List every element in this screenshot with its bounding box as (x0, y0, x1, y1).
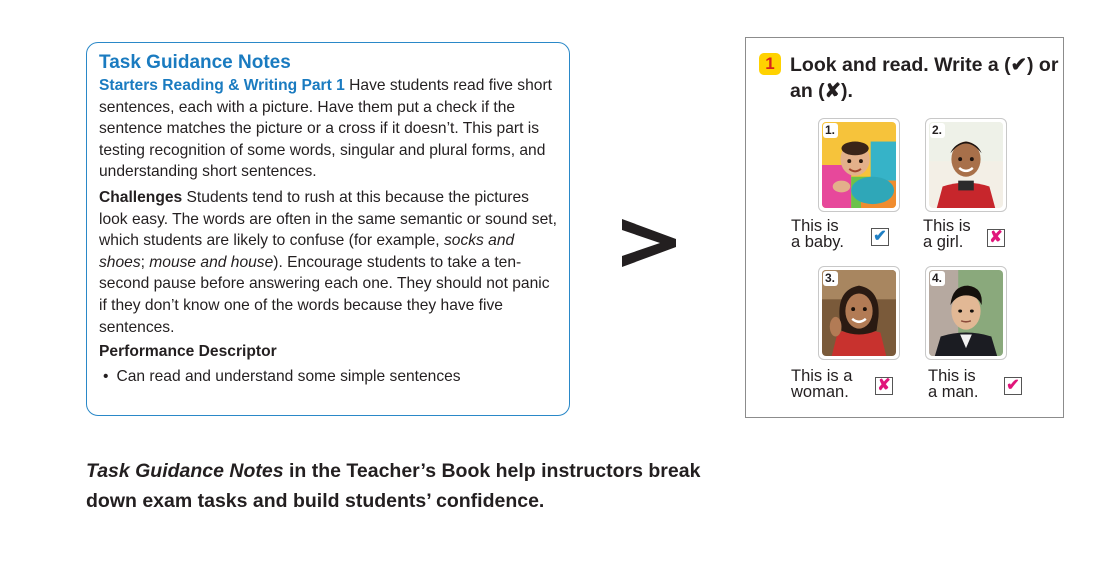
caption-line: This is (791, 217, 839, 235)
challenges-paragraph (99, 187, 557, 338)
picture-card-1 (818, 118, 900, 212)
exercise-number-badge: 1 (759, 53, 781, 75)
caption-line: a girl. (923, 233, 964, 251)
picture-card-3 (818, 266, 900, 360)
picture-card-4 (925, 266, 1007, 360)
caption-line: woman. (791, 383, 849, 401)
picture-card-2 (925, 118, 1007, 212)
caption-line: This is (923, 217, 971, 235)
challenges-text-1: Students tend to rush at this because the pictures look easy. The words are often in the same semantic or sound set, which students are likely to confuse (for example, (99, 188, 557, 250)
answer-mark: ✔ (1006, 377, 1020, 394)
challenges-label: Challenges (99, 188, 183, 206)
answer-box-1[interactable] (871, 228, 889, 246)
footer-caption (86, 456, 726, 516)
answer-mark: ✘ (989, 229, 1003, 246)
answer-box-3[interactable] (875, 377, 893, 395)
caption-line: This is (928, 367, 976, 385)
performance-bullet (99, 366, 557, 388)
picture-number: 3. (823, 271, 838, 286)
challenges-text-2: ). Encourage students to take a ten-second pause before answering each one. They should not panic if they don’t know one of the words because they have five sentences. (99, 253, 550, 336)
bullet-dot: • (103, 367, 109, 385)
footer-italic: Task Guidance Notes (86, 460, 284, 482)
part-text: Have students read five short sentences, each with a picture. Have them put a check if the sentence matches the picture or a cross if it doesn’t. This part is testing recognition of some words, singular and plural forms, and understanding short sentences. (99, 77, 552, 181)
answer-box-2[interactable] (987, 229, 1005, 247)
example-2: mouse and house (149, 253, 274, 271)
caption-line: a man. (928, 383, 979, 401)
performance-heading: Performance Descriptor (99, 343, 277, 361)
picture-number: 4. (930, 271, 945, 286)
caption-3 (791, 368, 871, 400)
caption-line: a baby. (791, 233, 844, 251)
answer-mark: ✔ (873, 228, 887, 245)
task-guidance-box (86, 42, 570, 416)
caption-line: This is a (791, 367, 853, 385)
caption-1 (791, 218, 871, 250)
footer-rest: in the Teacher’s Book help instructors break down exam tasks and build students’ confidence. (86, 460, 701, 512)
guide-title: Task Guidance Notes (99, 52, 291, 73)
part-paragraph (99, 75, 557, 183)
part-label: Starters Reading & Writing Part 1 (99, 77, 345, 94)
example-separator: ; (140, 253, 150, 271)
arrow-right-icon (620, 213, 678, 273)
exercise-panel (745, 37, 1064, 418)
answer-mark: ✘ (877, 377, 891, 394)
example-1: socks and shoes (99, 232, 515, 271)
picture-number: 2. (930, 123, 945, 138)
picture-number: 1. (823, 123, 838, 138)
caption-4 (928, 368, 1008, 400)
exercise-instruction: Look and read. Write a (✔) or an (✘). (790, 54, 1059, 102)
answer-box-4[interactable] (1004, 377, 1022, 395)
performance-text: Can read and understand some simple sentences (116, 367, 461, 385)
